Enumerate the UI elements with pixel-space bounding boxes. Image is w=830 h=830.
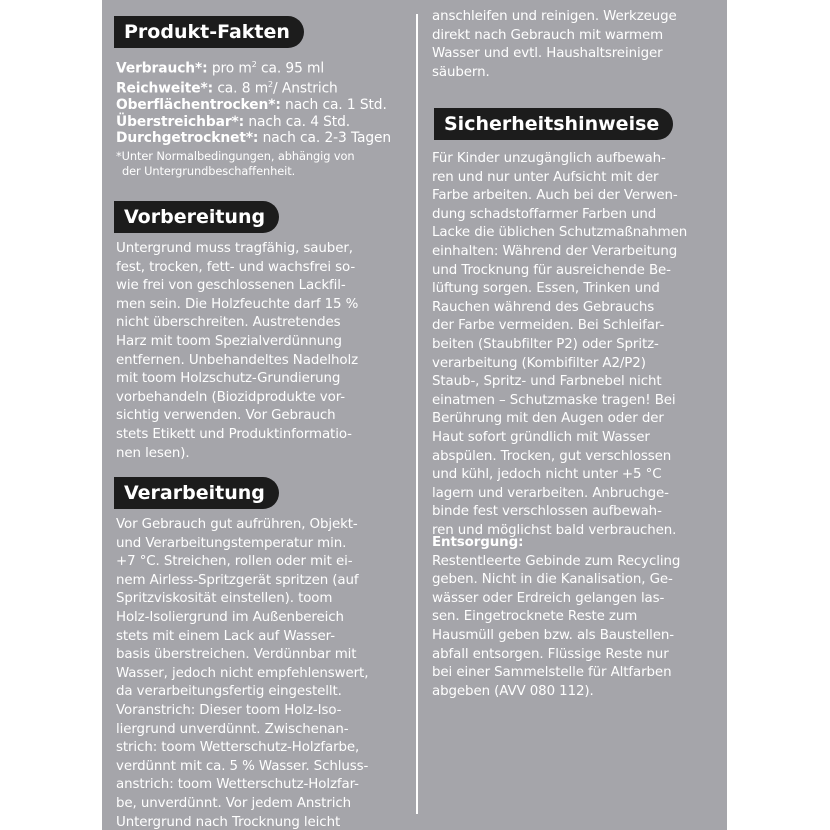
heading-verarbeitung: Verarbeitung [114,477,279,509]
text-line: säubern. [432,64,490,80]
entsorgung-text [432,553,722,702]
text-line: verdünnt mit ca. 5 % Wasser. Schluss- [116,758,369,774]
vorbereitung-text [116,240,406,463]
text-line: Wasser und evtl. Haushaltsreiniger [432,46,663,62]
text-line: Für Kinder unzugänglich aufbewah- [432,151,666,166]
column-divider [416,14,418,814]
text-line: Lacke die üblichen Schutzmaßnahmen [432,225,688,241]
entsorgung-block [432,534,722,701]
text-line: einatmen – Schutzmaske tragen! Bei [432,392,676,408]
text-line: verarbeitung (Kombifilter A2/P2) [432,355,646,371]
text-line: Harz mit toom Spezialverdünnung [116,333,342,349]
text-line: fest, trocken, fett- und wachsfrei so- [116,259,356,275]
text-line: basis überstreichen. Verdünnbar mit [116,647,357,663]
text-line: Rauchen während des Gebrauchs [432,299,655,315]
text-line: Untergrund nach Trocknung leicht [116,814,341,830]
fact-row: Reichweite*: ca. 8 $m^2/$ Anstrich [116,80,338,97]
fact-row: Oberflächentrocken*: nach ca. 1 Std. [116,97,387,114]
text-line: Holz-Isoliergrund im Außenbereich [116,609,344,625]
text-line: dung schadstoffarmer Farben und [432,206,657,222]
heading-vorbereitung: Vorbereitung [114,201,279,233]
text-line: vorbehandeln (Biozidprodukte vor- [116,389,346,405]
fact-footnote: *Unter Normalbedingungen, abhängig von der Untergrundbeschaffenheit. [116,148,355,178]
text-line: wie frei von geschlossenen Lackfil- [116,278,346,294]
fact-row: Verbrauch*: pro $m^2$ ca. 95 ml [116,60,325,77]
text-line: lüftung sorgen. Essen, Trinken und [432,281,660,297]
text-line: bei einer Sammelstelle für Altfarben [432,665,672,681]
produkt-fakten-list [116,57,406,179]
text-line: +7 °C. Streichen, rollen oder mit ei- [116,554,353,570]
text-line: Berührung mit den Augen oder der [432,411,664,427]
text-line: strich: toom Wetterschutz-Holzfarbe, [116,740,360,756]
text-line: und kühl, jedoch nicht unter +5 °C [432,467,662,483]
text-line: Farbe arbeiten. Auch bei der Verwen- [432,188,678,204]
text-line: lagern und verarbeiten. Anbruchge- [432,485,669,501]
text-line: der Farbe vermeiden. Bei Schleifar- [432,318,665,334]
text-line: sichtig verwenden. Vor Gebrauch [116,408,336,424]
verarbeitung-text [116,516,406,830]
text-line: ren und nur unter Aufsicht mit der [432,169,659,185]
fact-row: Durchgetrocknet*: nach ca. 2-3 Tagen [116,130,392,147]
text-line: geben. Nicht in die Kanalisation, Ge- [432,572,673,588]
text-line: men sein. Die Holzfeuchte darf 15 % [116,296,359,312]
text-line: direkt nach Gebrauch mit warmem [432,27,664,43]
text-line: anschleifen und reinigen. Werkzeuge [432,9,677,24]
text-line: liergrund unverdünnt. Zwischenan- [116,721,349,737]
text-line: entfernen. Unbehandeltes Nadelholz [116,352,359,368]
text-line: be, unverdünnt. Vor jedem Anstrich [116,795,352,811]
text-line: Staub-, Spritz- und Farbnebel nicht [432,374,662,390]
entsorgung-label: Entsorgung: [432,535,524,550]
fact-row: Überstreichbar*: nach ca. 4 Std. [116,113,351,130]
text-line: nem Airless-Spritzgerät spritzen (auf [116,572,359,588]
text-line: stets Etikett und Produktinformatio- [116,426,352,442]
text-line: Vor Gebrauch gut aufrühren, Objekt- [116,517,358,532]
text-line: da verarbeitungsfertig eingestellt. [116,684,342,700]
text-line: einhalten: Während der Verarbeitung [432,243,678,259]
text-line: nen lesen). [116,445,190,461]
text-line: Hausmüll geben bzw. als Baustellen- [432,627,674,643]
text-line: mit toom Holzschutz-Grundierung [116,371,341,387]
text-line: und Verarbeitungstemperatur min. [116,535,347,551]
text-line: Untergrund muss tragfähig, sauber, [116,241,353,256]
text-line: nicht überschreiten. Austretendes [116,315,341,331]
text-line: anstrich: toom Wetterschutz-Holzfar- [116,777,359,793]
text-line: abspülen. Trocken, gut verschlossen [432,448,672,464]
text-line: beiten (Staubfilter P2) oder Spritz- [432,336,659,352]
text-line: stets mit einem Lack auf Wasser- [116,628,335,644]
text-line: abfall entsorgen. Flüssige Reste nur [432,646,669,662]
heading-produkt-fakten: Produkt-Fakten [114,16,304,48]
text-line: wässer oder Erdreich gelangen las- [432,590,665,606]
text-line: und Trocknung für ausreichende Be- [432,262,671,278]
text-line: Wasser, jedoch nicht empfehlenswert, [116,665,369,681]
verarbeitung-continued-text [432,8,722,82]
text-line: sen. Eingetrocknete Reste zum [432,609,638,625]
text-line: Voranstrich: Dieser toom Holz-Iso- [116,702,342,718]
text-line: ren und möglichst bald verbrauchen. [432,522,677,538]
text-line: Restentleerte Gebinde zum Recycling [432,553,681,569]
product-info-panel [102,0,727,830]
text-line: binde fest verschlossen aufbewah- [432,504,662,520]
text-line: abgeben (AVV 080 112). [432,683,594,699]
sicherheitshinweise-text [432,150,722,540]
text-line: Spritzviskosität einstellen). toom [116,591,333,607]
text-line: Haut sofort gründlich mit Wasser [432,429,650,445]
heading-sicherheitshinweise: Sicherheitshinweise [434,108,673,140]
